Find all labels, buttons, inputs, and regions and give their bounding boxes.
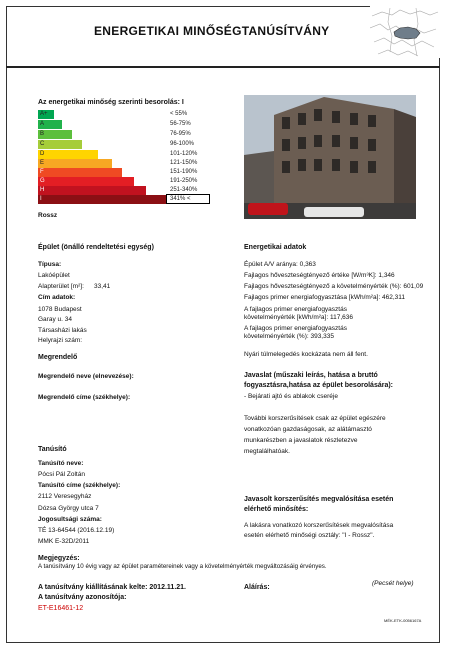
rating-letter: G — [40, 178, 45, 184]
certificate-id-value: ET-E16461-12 — [38, 605, 84, 612]
rating-range: 76-95% — [170, 131, 191, 137]
rating-title: Az energetikai minőség szerinti besorolás: I — [38, 99, 184, 106]
rating-bar-c — [38, 140, 82, 149]
certifier-address-label: Tanúsító címe (székhelye): — [38, 482, 121, 489]
rating-range: 251-340% — [170, 187, 198, 193]
proposed-result-title: elérhető minősítés: — [244, 506, 309, 513]
building-type-label: Típusa: — [38, 261, 62, 268]
certifier-license-label: Jogosultsági száma: — [38, 516, 102, 523]
proposed-result-title: Javasolt korszerűsítés megvalósítása esetén — [244, 496, 394, 503]
energy-line: A fajlagos primer energiafogyasztás — [244, 325, 347, 332]
rating-range: 191-250% — [170, 178, 198, 184]
overheat-note: Nyári túlmelegedés kockázata nem áll fent. — [244, 351, 368, 358]
certifier-license-line: TÉ 13-64544 (2016.12.19) — [38, 527, 115, 534]
rating-letter: D — [40, 151, 45, 157]
proposal-text: vonatkozóan gazdaságosak, az alátámasztó — [244, 426, 372, 433]
form-code: MÉK-ETK-0056167A — [384, 618, 422, 623]
rating-bar-f — [38, 168, 122, 177]
certifier-name-value: Pócsi Pál Zoltán — [38, 471, 85, 478]
building-type-value: Lakóépület — [38, 272, 70, 279]
client-address-label: Megrendelő címe (székhelye): — [38, 394, 131, 401]
certifier-name-label: Tanúsító neve: — [38, 460, 84, 467]
proposal-text: További korszerűsítések csak az épület egészére — [244, 415, 386, 422]
certifier-address-line: 2112 Veresegyház — [38, 493, 92, 500]
energy-line: Fajlagos hőveszteségtényező értéke [W/m³K]: 1,346 — [244, 272, 395, 279]
rating-bar-e — [38, 159, 112, 168]
rating-letter: A+ — [40, 111, 48, 117]
building-address-label: Cím adatok: — [38, 294, 76, 301]
certifier-address-line: Dózsa György utca 7 — [38, 505, 99, 512]
rating-range: 341% < — [170, 196, 191, 202]
hungary-map-icon — [370, 6, 440, 58]
building-lot-label: Helyrajzi szám: — [38, 337, 83, 344]
building-section-title: Épület (önálló rendeltetési egység) — [38, 244, 154, 251]
client-section-title: Megrendelő — [38, 354, 78, 361]
rating-letter: E — [40, 160, 45, 166]
proposed-result-text: A lakásra vonatkozó korszerűsítések megvalósítása — [244, 522, 394, 529]
stamp-label: (Pecsét helye) — [372, 580, 414, 587]
energy-line: követelményérték (%): 393,335 — [244, 333, 334, 340]
header — [6, 6, 440, 68]
building-address-line: 1078 Budapest — [38, 306, 82, 313]
rating-bar-d — [38, 150, 98, 159]
rating-letter: F — [40, 169, 44, 175]
proposal-text: megtalálhatóak. — [244, 448, 290, 455]
notes-text: A tanúsítvány 10 évig vagy az épület paramétereinek vagy a követelményérték megváltozásáig érvényes. — [38, 563, 327, 570]
certifier-section-title: Tanúsító — [38, 446, 67, 453]
proposed-result-text: esetén elérhető minőségi osztály: "I - Rossz". — [244, 532, 375, 539]
signature-label: Aláírás: — [244, 584, 270, 591]
rating-bar-i — [38, 195, 166, 204]
notes-label: Megjegyzés: — [38, 555, 80, 562]
issue-date: A tanúsítvány kiállításának kelte: 2012.11.21. — [38, 584, 186, 591]
rating-letter: C — [40, 141, 45, 147]
building-photo — [244, 95, 416, 219]
rating-label: Rossz — [38, 212, 58, 219]
energy-line: Fajlagos hőveszteségtényező a követelményérték (%): 601,09 — [244, 283, 424, 290]
rating-range: 121-150% — [170, 160, 198, 166]
rating-bar-h — [38, 186, 146, 195]
rating-range: 56-75% — [170, 121, 191, 127]
energy-line: követelményérték [kWh/m²a]: 117,636 — [244, 314, 353, 321]
rating-bar-g — [38, 177, 134, 186]
energy-line: Fajlagos primer energiafogyasztása [kWh/m²a]: 462,311 — [244, 294, 406, 301]
energy-line: A fajlagos primer energiafogyasztás — [244, 306, 347, 313]
building-area-label: Alapterület [m²]: — [38, 283, 84, 290]
rating-letter: A — [40, 121, 45, 127]
proposal-title: Javaslat (műszaki leírás, hatása a bruttó — [244, 372, 378, 379]
rating-range: < 55% — [170, 111, 188, 117]
building-area-value: 33,41 — [94, 283, 111, 290]
proposal-title: fogyasztásra,hatása az épület besorolására): — [244, 382, 394, 389]
rating-letter: I — [40, 196, 42, 202]
document-title: ENERGETIKAI MINŐSÉGTANÚSÍTVÁNY — [94, 24, 330, 38]
building-address-line: Társasházi lakás — [38, 327, 87, 334]
rating-letter: H — [40, 187, 45, 193]
proposal-text: munkarészben a javaslatok részletezve — [244, 437, 358, 444]
energy-section-title: Energetikai adatok — [244, 244, 307, 251]
certificate-id-label: A tanúsítvány azonosítója: — [38, 594, 127, 601]
rating-range: 101-120% — [170, 151, 198, 157]
certifier-license-line: MMK E-32D/2011 — [38, 538, 90, 545]
rating-range: 151-190% — [170, 169, 198, 175]
client-name-label: Megrendelő neve (elnevezése): — [38, 373, 134, 380]
building-address-line: Garay u. 34 — [38, 316, 72, 323]
energy-line: Épület A/V aránya: 0,363 — [244, 261, 316, 268]
rating-range: 96-100% — [170, 141, 195, 147]
rating-letter: B — [40, 131, 45, 137]
proposal-item: - Bejárati ajtó és ablakok cseréje — [244, 393, 338, 400]
